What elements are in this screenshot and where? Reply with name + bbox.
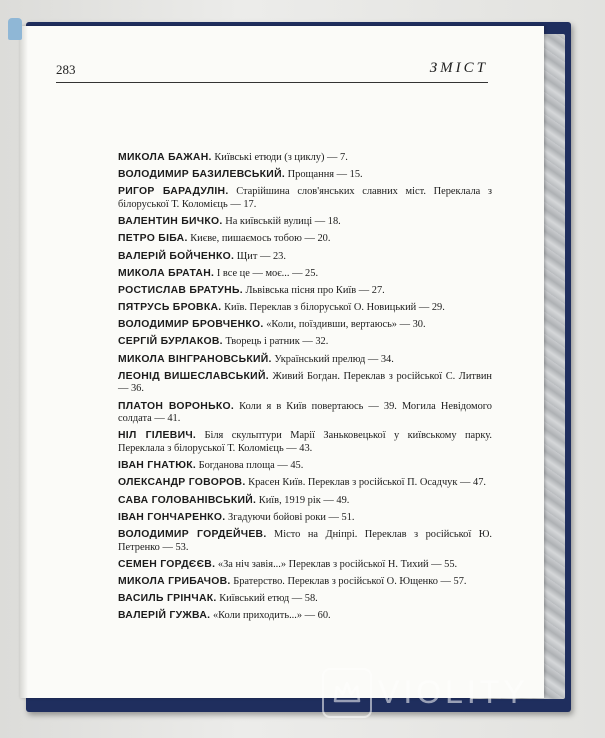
toc-entry (118, 319, 492, 332)
toc-author: СЕРГІЙ БУРЛАКОВ. (118, 336, 223, 348)
toc-author: НІЛ ГІЛЕВИЧ. (118, 430, 197, 442)
table-of-contents (118, 152, 492, 627)
toc-author: СЕМЕН ГОРДЄЄВ. (118, 558, 216, 570)
toc-title: Згадуючи бойові роки — 51. (225, 511, 355, 523)
toc-entry (118, 460, 492, 473)
toc-title: Київські етюди (з циклу) — 7. (211, 152, 348, 163)
toc-author: ІВАН ГНАТЮК. (118, 460, 197, 472)
toc-entry (118, 216, 492, 229)
toc-author: ВАЛЕРІЙ БОЙЧЕНКО. (118, 250, 235, 262)
toc-entry (118, 512, 492, 525)
toc-title: Красен Київ. Переклав з російської П. Осадчук — 47. (245, 477, 487, 489)
toc-entry (118, 495, 492, 508)
toc-title: «За ніч завія...» Переклав з російської Н. Тихий — 55. (215, 558, 458, 570)
toc-title: Місто на Дніпрі. Переклав з російської Ю. Петренко — 53. (118, 528, 492, 553)
toc-entry (118, 251, 492, 264)
toc-title: Київ. Переклав з білоруської О. Новицький — 29. (221, 302, 445, 314)
toc-title: Київський етюд — 58. (216, 593, 318, 605)
toc-title: «Коли приходить...» — 60. (210, 610, 331, 622)
toc-entry (118, 610, 492, 623)
toc-entry (118, 336, 492, 349)
toc-title: Біля скульптури Марії Заньковецької у київському парку. Переклала з білоруської Т. Коломієць — 43. (118, 430, 492, 454)
toc-author: ПЛАТОН ВОРОНЬКО. (118, 400, 235, 412)
toc-author: ВАЛЕРІЙ ГУЖВА. (118, 610, 211, 622)
toc-title: Київ, 1919 рік — 49. (256, 494, 350, 506)
toc-author: МИКОЛА ВІНГРАНОВСЬКИЙ. (118, 353, 272, 365)
toc-author: ВАСИЛЬ ГРІНЧАК. (118, 593, 217, 605)
toc-entry (118, 186, 492, 211)
crown-icon (322, 668, 372, 718)
toc-title: «Коли, поїздивши, вертаюсь» — 30. (263, 319, 426, 331)
toc-author: ЛЕОНІД ВИШЕСЛАВСЬКИЙ. (118, 370, 269, 382)
toc-author: ВОЛОДИМИР ГОРДЕЙЧЕВ. (118, 528, 267, 540)
toc-author: ПЕТРО БІБА. (118, 233, 188, 245)
watermark (322, 668, 582, 716)
toc-title: Богданова площа — 45. (196, 460, 304, 472)
toc-entry (118, 285, 492, 298)
toc-entry (118, 401, 492, 426)
toc-author: ІВАН ГОНЧАРЕНКО. (118, 511, 226, 523)
toc-title: Український прелюд — 34. (271, 353, 394, 365)
toc-entry (118, 477, 492, 490)
toc-entry (118, 593, 492, 606)
toc-author: РОСТИСЛАВ БРАТУНЬ. (118, 284, 243, 296)
toc-author: ОЛЕКСАНДР ГОВОРОВ. (118, 477, 246, 489)
page-spine-shadow (20, 26, 28, 698)
toc-title: Львівська пісня про Київ — 27. (242, 284, 385, 296)
toc-author: ВОЛОДИМИР БРОВЧЕНКО. (118, 319, 264, 331)
toc-author: РИГОР БАРАДУЛІН. (118, 186, 229, 198)
toc-title: Живий Богдан. Переклав з російської С. Литвин — 36. (118, 370, 492, 395)
toc-entry (118, 430, 492, 455)
toc-author: МИКОЛА БАЖАН. (118, 152, 212, 163)
toc-entry (118, 268, 492, 281)
toc-entry (118, 371, 492, 396)
toc-title: На київській вулиці — 18. (222, 216, 341, 228)
page-header (56, 60, 488, 83)
toc-title: Коли я в Київ повертаюсь — 39. Могила Невідомого солдата — 41. (118, 400, 492, 425)
toc-author: САВА ГОЛОВАНІВСЬКИЙ. (118, 494, 257, 506)
toc-entry (118, 559, 492, 572)
toc-author: ВАЛЕНТИН БИЧКО. (118, 216, 223, 228)
toc-entry (118, 354, 492, 367)
toc-entry (118, 302, 492, 315)
toc-title: Творець і ратник — 32. (222, 336, 329, 348)
toc-title: І все це — моє... — 25. (214, 267, 319, 279)
watermark-text: VIOLITY (378, 674, 529, 710)
toc-author: ПЯТРУСЬ БРОВКА. (118, 302, 222, 314)
toc-title: Щит — 23. (234, 250, 286, 262)
toc-title: Старійшина слов'янських славних міст. Переклала з білоруської Т. Коломієць — 17. (118, 186, 493, 210)
toc-author: ВОЛОДИМИР БАЗИЛЕВСЬКИЙ. (118, 169, 286, 181)
toc-author: МИКОЛА ГРИБАЧОВ. (118, 575, 231, 587)
page-number: 283 (56, 62, 76, 77)
toc-entry (118, 529, 492, 554)
bookmark-ribbon (8, 18, 22, 40)
toc-title: Братерство. Переклав з російської О. Ющенко — 57. (230, 575, 467, 587)
toc-title: Прощання — 15. (285, 169, 363, 181)
running-title: ЗМІСТ (429, 60, 488, 76)
toc-entry (118, 576, 492, 589)
toc-entry (118, 152, 492, 165)
toc-entry (118, 233, 492, 246)
book-page (20, 26, 544, 698)
toc-author: МИКОЛА БРАТАН. (118, 267, 215, 279)
toc-title: Києве, пишаємось тобою — 20. (187, 233, 331, 245)
toc-entry (118, 169, 492, 182)
